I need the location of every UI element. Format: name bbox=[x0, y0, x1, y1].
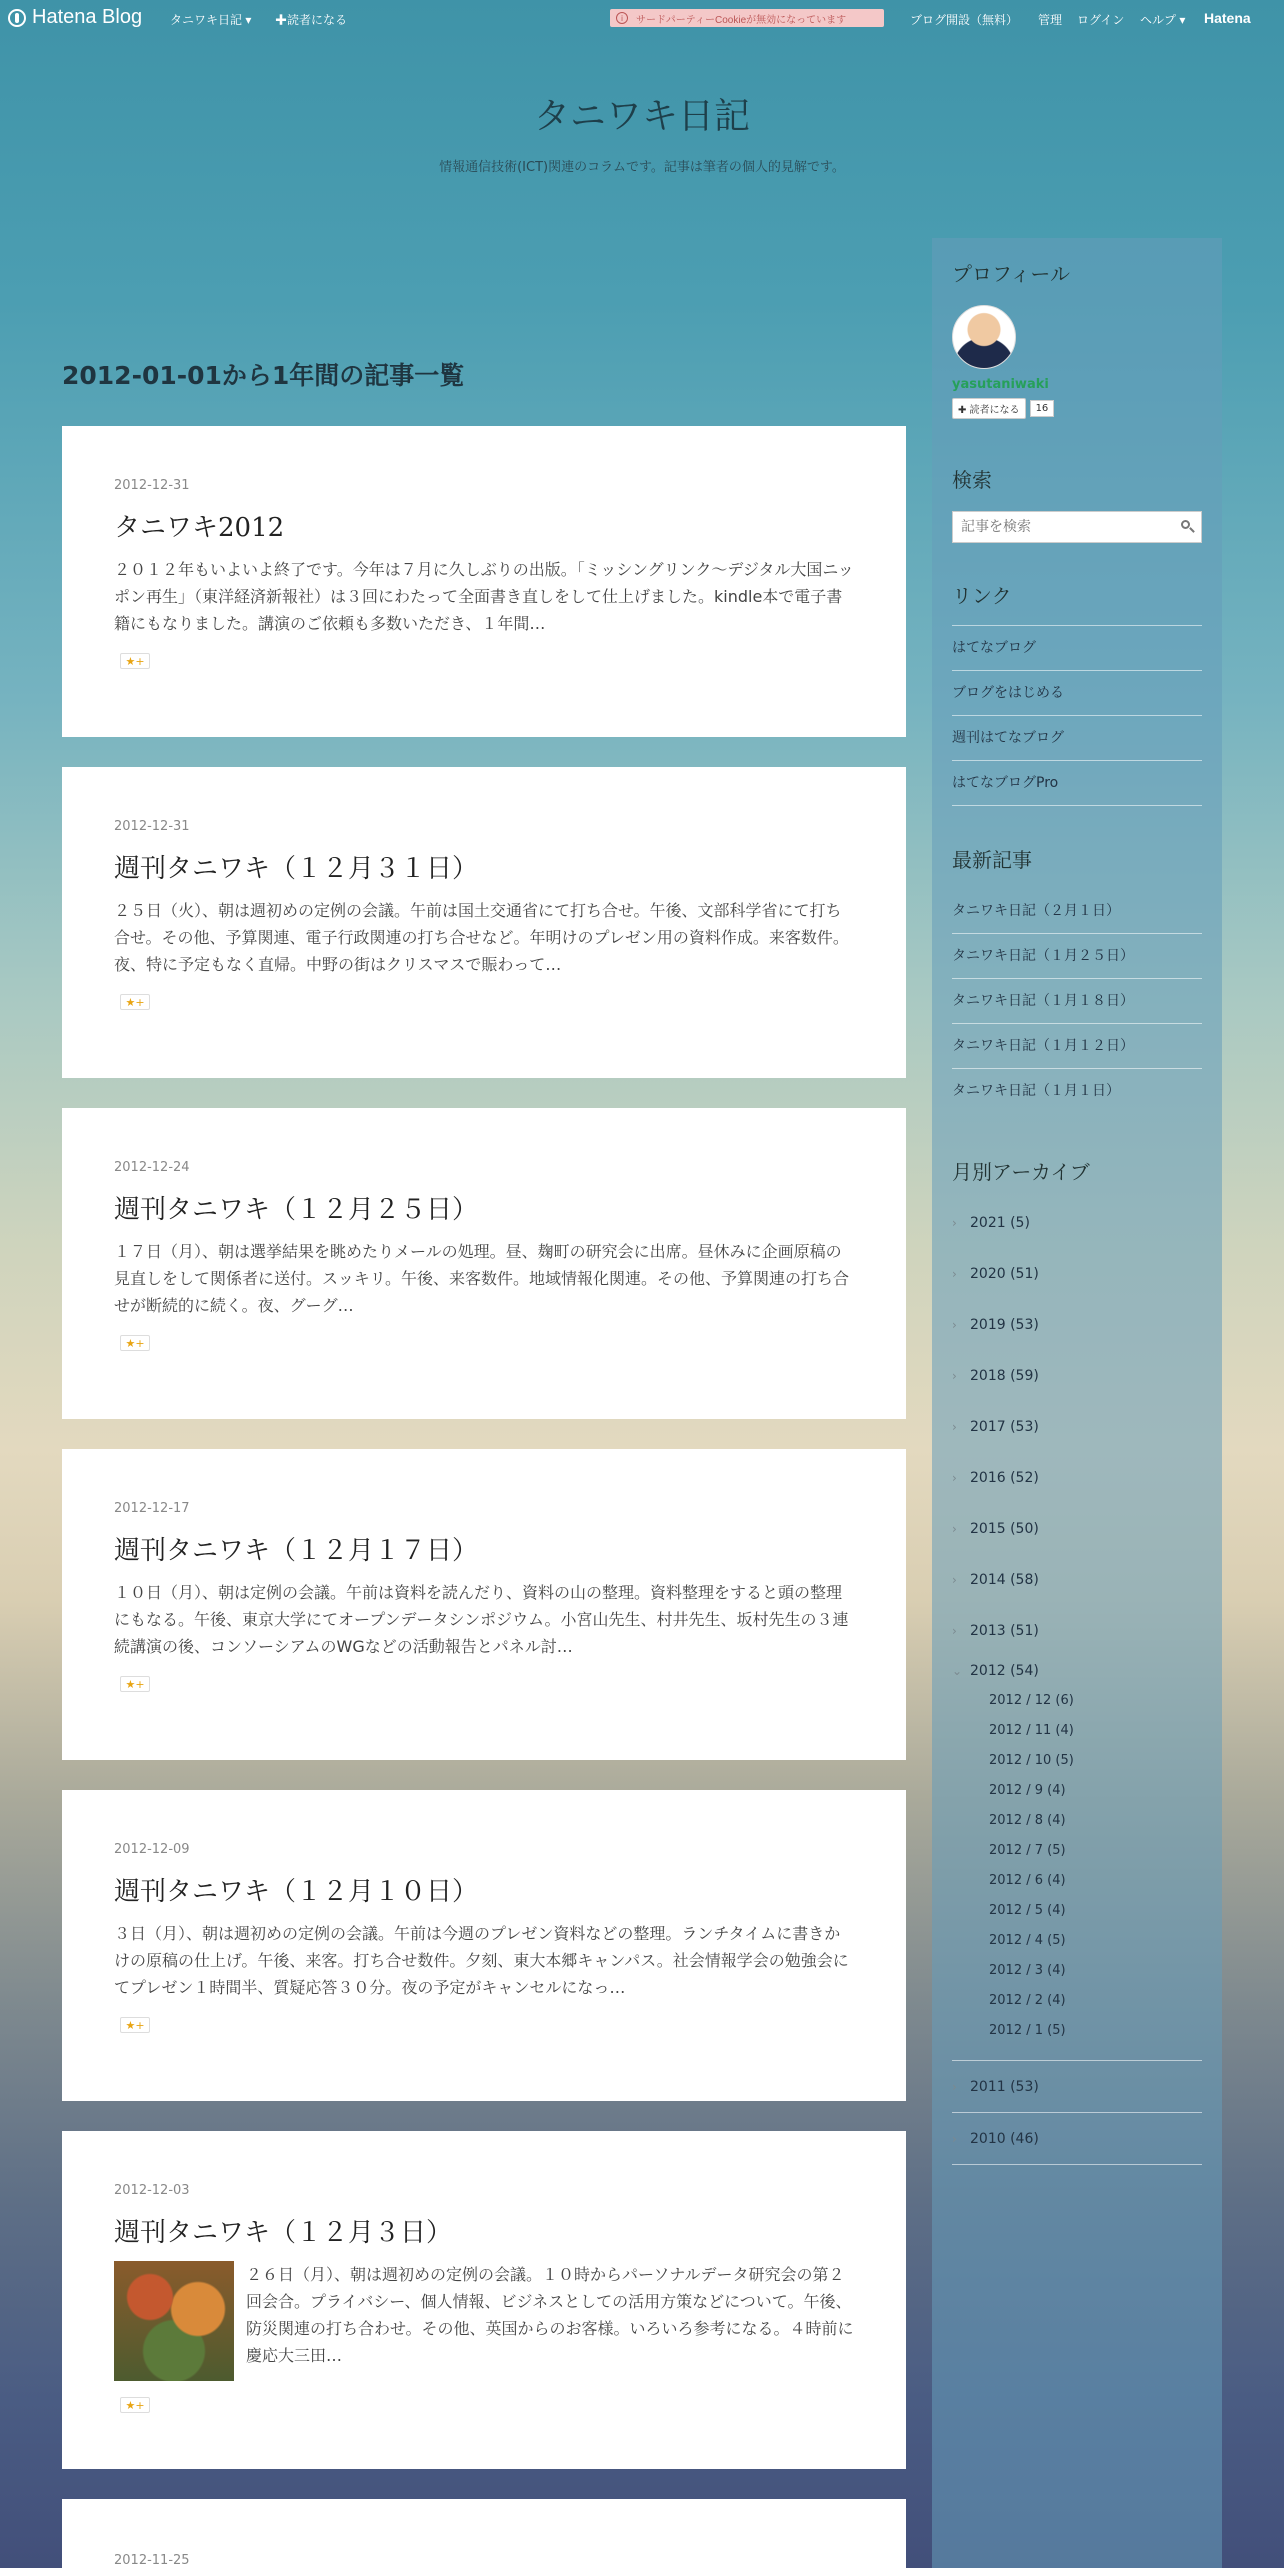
hatena-blog-logo[interactable]: Hatena Blog bbox=[8, 6, 142, 29]
recent-posts-heading: 最新記事 bbox=[952, 848, 1032, 872]
archive-month[interactable]: 2012 / 11 (4) bbox=[989, 1723, 1074, 1738]
archive-heading: 月別アーカイブ bbox=[952, 1160, 1090, 1184]
archive-months bbox=[989, 1686, 1202, 2046]
link-item[interactable]: はてなブログPro bbox=[952, 761, 1202, 806]
chevron-down-icon: ⌄ bbox=[952, 1664, 963, 1678]
blog-menu-dropdown[interactable]: タニワキ日記 ▾ bbox=[170, 13, 252, 27]
archive-year[interactable]: › 2018 (59) bbox=[952, 1367, 1039, 1384]
archive-year[interactable]: › 2015 (50) bbox=[952, 1520, 1039, 1537]
login-link[interactable]: ログイン bbox=[1077, 13, 1125, 27]
archive-month[interactable]: 2012 / 9 (4) bbox=[989, 1783, 1066, 1798]
hatena-logo-icon bbox=[8, 9, 26, 27]
add-star-button[interactable]: ★+ bbox=[120, 1676, 150, 1692]
recent-post-link[interactable]: タニワキ日記（１月２５日） bbox=[952, 934, 1202, 979]
chevron-right-icon: › bbox=[952, 2079, 957, 2094]
global-header bbox=[0, 0, 1284, 36]
article-card bbox=[62, 1790, 906, 2101]
recent-posts-module bbox=[952, 844, 1202, 1113]
search-input[interactable] bbox=[959, 518, 1173, 536]
archive-month[interactable]: 2012 / 10 (5) bbox=[989, 1753, 1074, 1768]
article-date[interactable]: 2012-12-17 bbox=[114, 1501, 190, 1516]
archive-year[interactable]: › 2019 (53) bbox=[952, 1316, 1039, 1333]
archive-month[interactable]: 2012 / 7 (5) bbox=[989, 1843, 1066, 1858]
chevron-right-icon: › bbox=[952, 2131, 957, 2146]
admin-link[interactable]: 管理 bbox=[1038, 13, 1063, 27]
create-blog-link[interactable]: ブログ開設（無料） bbox=[910, 13, 1019, 27]
hatena-logo[interactable]: Hatena bbox=[1204, 10, 1251, 26]
archive-month[interactable]: 2012 / 3 (4) bbox=[989, 1963, 1066, 1978]
article-title[interactable]: 週刊タニワキ（１２月３日） bbox=[114, 2218, 453, 2248]
archive-month[interactable]: 2012 / 8 (4) bbox=[989, 1813, 1066, 1828]
profile-heading: プロフィール bbox=[952, 262, 1070, 286]
profile-module bbox=[952, 258, 1202, 419]
chevron-right-icon: › bbox=[952, 1368, 957, 1383]
article-date[interactable]: 2012-12-24 bbox=[114, 1160, 190, 1175]
article-title[interactable]: 週刊タニワキ（１２月３１日） bbox=[114, 854, 479, 884]
chevron-right-icon: › bbox=[952, 1572, 957, 1587]
reader-count: 16 bbox=[1030, 400, 1055, 417]
subscribe-link[interactable]: ✚読者になる bbox=[275, 13, 348, 27]
add-star-button[interactable]: ★+ bbox=[120, 1335, 150, 1351]
subscribe-button[interactable]: ✚ 読者になる bbox=[952, 398, 1026, 419]
archive-month[interactable]: 2012 / 4 (5) bbox=[989, 1933, 1066, 1948]
article-title[interactable]: 週刊タニワキ（１２月２５日） bbox=[114, 1195, 479, 1225]
chevron-right-icon: › bbox=[952, 1470, 957, 1485]
recent-post-link[interactable]: タニワキ日記（１月１日） bbox=[952, 1083, 1120, 1099]
link-item[interactable]: ブログをはじめる bbox=[952, 671, 1202, 716]
article-title[interactable]: 週刊タニワキ（１２月１７日） bbox=[114, 1536, 479, 1566]
article-excerpt: ３日（月）、朝は週初めの定例の会議。午前は今週のプレゼン資料などの整理。ランチタイムに書きかけの原稿の仕上げ。午後、来客。打ち合せ数件。夕刻、東大本郷キャンパス。社会情報学会の勉強会にてプレゼン１時間半、質疑応答３０分。夜の予定がキャンセルになっ… bbox=[114, 1924, 849, 1997]
article-title[interactable]: 週刊タニワキ（１２月１０日） bbox=[114, 1877, 479, 1907]
recent-post-link[interactable]: タニワキ日記（２月１日） bbox=[952, 889, 1202, 934]
article-title[interactable]: タニワキ2012 bbox=[114, 513, 285, 543]
article-card bbox=[62, 767, 906, 1078]
page-heading: 2012-01-01から1年間の記事一覧 bbox=[62, 361, 465, 390]
article-card bbox=[62, 1449, 906, 1760]
add-star-button[interactable]: ★+ bbox=[120, 653, 150, 669]
article-excerpt: ２５日（火）、朝は週初めの定例の会議。午前は国土交通省にて打ち合せ。午後、文部科学省にて打ち合せ。その他、予算関連、電子行政関連の打ち合せなど。年明けのプレゼン用の資料作成。来客数件。夜、特に予定もなく直帰。中野の街はクリスマスで賑わって… bbox=[114, 901, 849, 974]
article-excerpt: ２０１２年もいよいよ終了です。今年は７月に久しぶりの出版。「ミッシングリンク〜デジタル大国ニッポン再生」（東洋経済新報社）は３回にわたって全面書き直しをして仕上げました。kindle本で電子書籍にもなりました。講演のご依頼も多数いただき、１年間… bbox=[114, 560, 854, 633]
archive-year[interactable]: › 2016 (52) bbox=[952, 1469, 1039, 1486]
profile-username[interactable]: yasutaniwaki bbox=[952, 377, 1049, 392]
article-date[interactable]: 2012-12-31 bbox=[114, 819, 190, 834]
chevron-right-icon: › bbox=[952, 1317, 957, 1332]
link-item[interactable]: はてなブログ bbox=[952, 626, 1202, 671]
article-thumbnail[interactable] bbox=[114, 2261, 234, 2381]
archive-month[interactable]: 2012 / 2 (4) bbox=[989, 1993, 1066, 2008]
archive-year[interactable]: › 2021 (5) bbox=[952, 1214, 1030, 1231]
recent-post-link[interactable]: タニワキ日記（１月１８日） bbox=[952, 979, 1202, 1024]
links-heading: リンク bbox=[952, 584, 1012, 608]
archive-year[interactable]: › 2020 (51) bbox=[952, 1265, 1039, 1282]
article-excerpt: ２６日（月）、朝は週初めの定例の会議。１０時からパーソナルデータ研究会の第２回会合。プライバシー、個人情報、ビジネスとしての活用方策などについて。午後、防災関連の打ち合わせ。その他、英国からのお客様。いろいろ参考になる。４時前に慶応大三田… bbox=[246, 2265, 854, 2365]
article-date[interactable]: 2012-11-25 bbox=[114, 2553, 190, 2568]
archive-year[interactable]: › 2010 (46) bbox=[952, 2113, 1202, 2165]
archive-month[interactable]: 2012 / 6 (4) bbox=[989, 1873, 1066, 1888]
archive-year[interactable]: › 2013 (51) bbox=[952, 1622, 1039, 1639]
avatar[interactable] bbox=[952, 305, 1016, 369]
article-date[interactable]: 2012-12-03 bbox=[114, 2183, 190, 2198]
article-card bbox=[62, 2499, 906, 2568]
add-star-button[interactable]: ★+ bbox=[120, 2017, 150, 2033]
chevron-right-icon: › bbox=[952, 1521, 957, 1536]
archive-month[interactable]: 2012 / 1 (5) bbox=[989, 2023, 1066, 2038]
article-date[interactable]: 2012-12-31 bbox=[114, 478, 190, 493]
article-date[interactable]: 2012-12-09 bbox=[114, 1842, 190, 1857]
article-card bbox=[62, 426, 906, 737]
archive-module bbox=[952, 1156, 1202, 2165]
sidebar bbox=[932, 238, 1222, 2568]
help-menu[interactable]: ヘルプ ▾ bbox=[1140, 13, 1186, 27]
chevron-right-icon: › bbox=[952, 1623, 957, 1638]
info-icon: i bbox=[616, 12, 628, 24]
archive-year[interactable]: › 2017 (53) bbox=[952, 1418, 1039, 1435]
add-star-button[interactable]: ★+ bbox=[120, 2397, 150, 2413]
search-heading: 検索 bbox=[952, 468, 992, 492]
chevron-right-icon: › bbox=[952, 1419, 957, 1434]
add-star-button[interactable]: ★+ bbox=[120, 994, 150, 1010]
article-card bbox=[62, 1108, 906, 1419]
recent-post-link[interactable]: タニワキ日記（１月１２日） bbox=[952, 1024, 1202, 1069]
chevron-right-icon: › bbox=[952, 1266, 957, 1281]
links-module bbox=[952, 580, 1202, 806]
archive-year[interactable]: › 2014 (58) bbox=[952, 1571, 1039, 1588]
archive-month[interactable]: 2012 / 12 (6) bbox=[989, 1693, 1074, 1708]
cookie-notice[interactable]: i サードパーティーCookieが無効になっています bbox=[610, 9, 884, 27]
archive-month[interactable]: 2012 / 5 (4) bbox=[989, 1903, 1066, 1918]
blog-description: 情報通信技術(ICT)関連のコラムです。記事は筆者の個人的見解です。 bbox=[439, 160, 845, 175]
archive-year[interactable]: › 2011 (53) bbox=[952, 2061, 1202, 2113]
link-item[interactable]: 週刊はてなブログ bbox=[952, 716, 1202, 761]
article-excerpt: １０日（月）、朝は定例の会議。午前は資料を読んだり、資料の山の整理。資料整理をすると頭の整理にもなる。午後、東京大学にてオープンデータシンポジウム。小宮山先生、村井先生、坂村先生の３連続講演の後、コンソーシアムのWGなどの活動報告とパネル討… bbox=[114, 1583, 849, 1656]
article-card bbox=[62, 2131, 906, 2469]
article-excerpt: １７日（月）、朝は選挙結果を眺めたりメールの処理。昼、麹町の研究会に出席。昼休みに企画原稿の見直しをして関係者に送付。スッキリ。午後、来客数件。地域情報化関連。その他、予算関連の打ち合せが断続的に続く。夜、グーグ… bbox=[114, 1242, 850, 1315]
search-box bbox=[952, 511, 1202, 543]
archive-year-expanded[interactable]: ⌄ 2012 (54) bbox=[952, 1663, 1039, 1679]
search-module bbox=[952, 464, 1202, 543]
blog-title[interactable]: タニワキ日記 bbox=[533, 96, 750, 137]
search-icon[interactable] bbox=[1181, 520, 1195, 534]
chevron-right-icon: › bbox=[952, 1215, 957, 1230]
